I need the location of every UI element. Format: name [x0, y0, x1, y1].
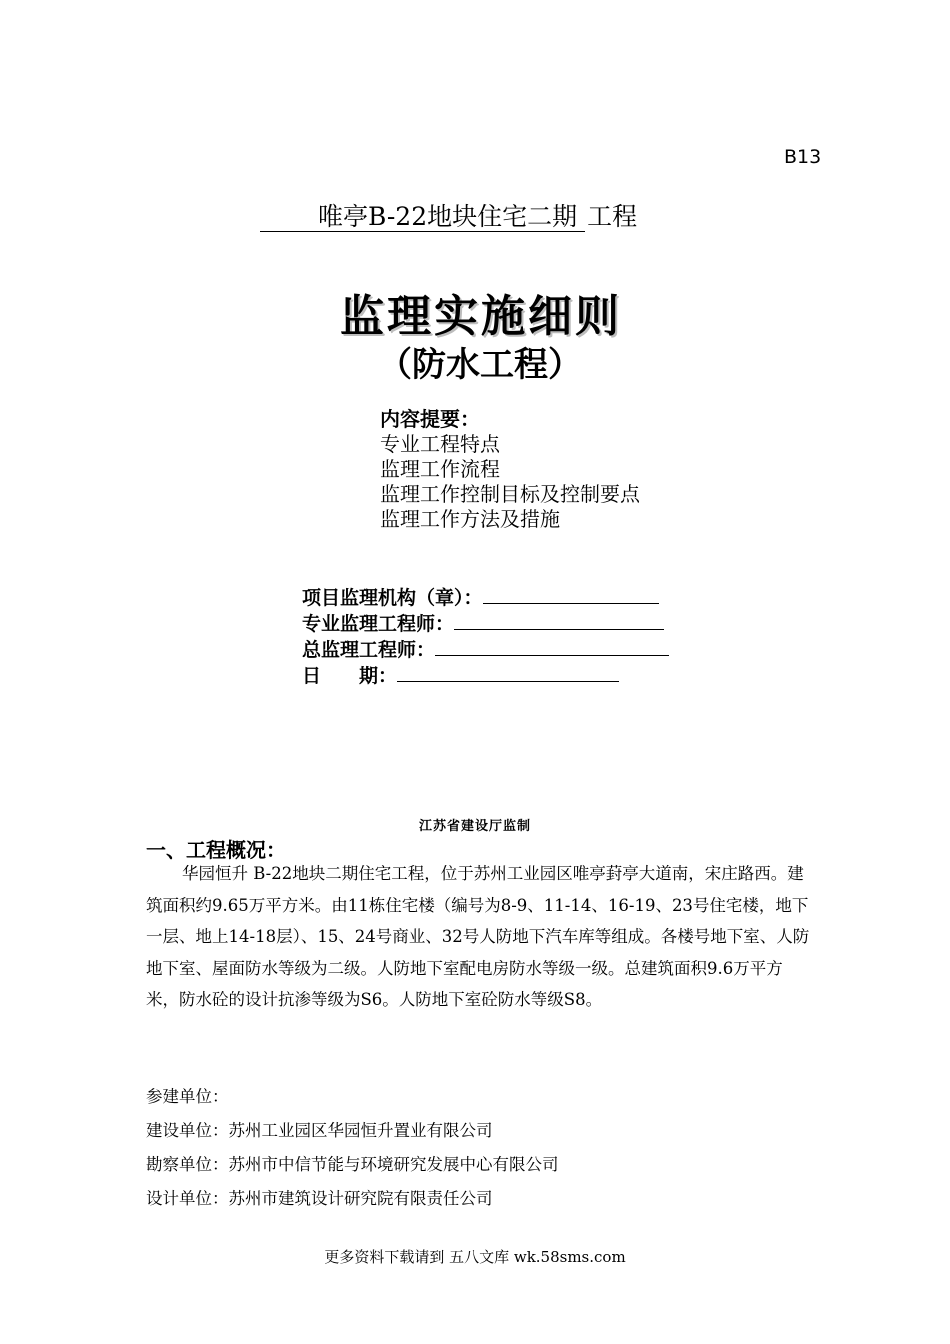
overview-paragraph: 华园恒升 B-22地块二期住宅工程，位于苏州工业园区唯亭葑亭大道南，宋庄路西。建筑面积约9.65万平方米。由11栋住宅楼（编号为8-9、11-14、16-19、23号住宅楼，地下一层、地上14-18层）、15、24号商业、32号人防地下汽车库等组成。各楼号地下室、人防地下室、屋面防水等级为二级。人防地下室配电房防水等级一级。总建筑面积9.6万平方米，防水砼的设计抗渗等级为S6。人防地下室砼防水等级S8。 — [146, 864, 810, 1009]
signature-row-specialist — [302, 611, 669, 637]
chief-label: 总监理工程师： — [302, 639, 436, 661]
signature-block — [302, 585, 669, 689]
section-heading: 一、工程概况： — [146, 838, 286, 862]
signature-row-org — [302, 585, 669, 611]
project-name-line — [260, 197, 637, 233]
document-code: B13 — [784, 146, 822, 168]
date-signature-line — [397, 663, 619, 682]
units-heading: 参建单位： — [146, 1087, 229, 1106]
specialist-label: 专业监理工程师： — [302, 613, 455, 635]
specialist-signature-line — [454, 611, 664, 630]
summary-heading: 内容提要： — [380, 407, 480, 431]
unit-item: 勘察单位：苏州市中信节能与环境研究发展中心有限公司 — [146, 1155, 559, 1174]
project-suffix: 工程 — [587, 202, 638, 231]
issuing-authority: 江苏省建设厅监制 — [418, 819, 531, 834]
date-label: 日 期： — [302, 665, 398, 687]
org-signature-line — [483, 585, 659, 604]
signature-row-chief — [302, 637, 669, 663]
participating-units — [146, 1080, 559, 1216]
summary-item: 监理工作方法及措施 — [380, 507, 560, 531]
content-summary — [380, 407, 640, 532]
summary-item: 专业工程特点 — [380, 432, 500, 456]
signature-row-date — [302, 663, 669, 689]
document-subtitle: （防水工程） — [378, 345, 582, 385]
document-title: 监理实施细则 — [340, 291, 622, 342]
summary-item: 监理工作流程 — [380, 457, 500, 481]
unit-item: 建设单位：苏州工业园区华园恒升置业有限公司 — [146, 1121, 493, 1140]
project-overview — [146, 858, 810, 1016]
summary-item: 监理工作控制目标及控制要点 — [380, 482, 640, 506]
footer-note: 更多资料下载请到 五八文库 wk.58sms.com — [324, 1248, 626, 1266]
unit-item: 设计单位：苏州市建筑设计研究院有限责任公司 — [146, 1189, 493, 1208]
chief-signature-line — [435, 637, 669, 656]
org-label: 项目监理机构（章）： — [302, 587, 483, 609]
project-name: 唯亭B-22地块住宅二期 — [260, 203, 585, 232]
